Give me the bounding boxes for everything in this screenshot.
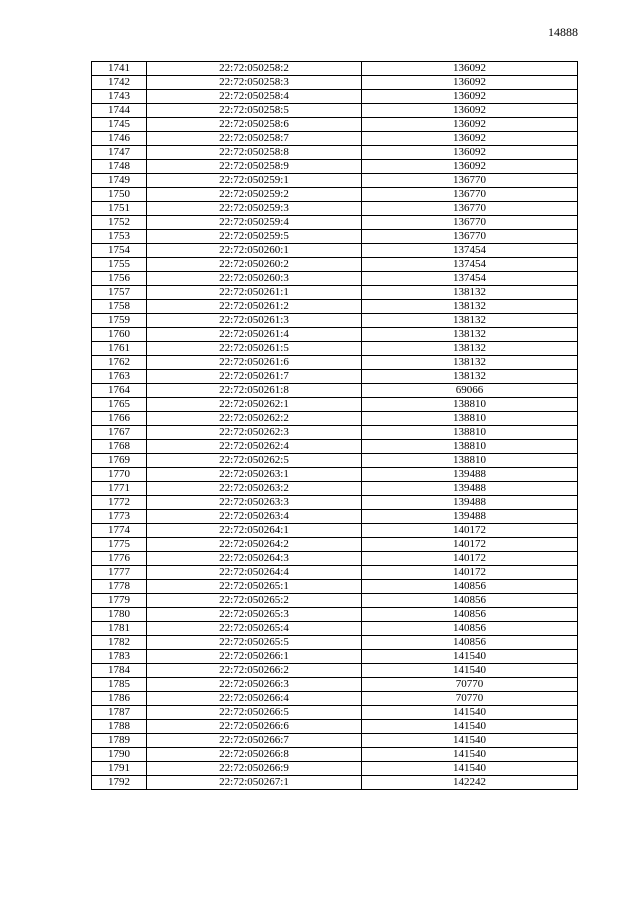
cadastral-number-cell: 22:72:050261:1: [147, 286, 362, 300]
cadastral-number-cell: 22:72:050258:2: [147, 62, 362, 76]
value-cell: 140172: [362, 552, 578, 566]
table-row: [92, 146, 578, 160]
row-number-cell: 1762: [92, 356, 147, 370]
row-number-cell: 1776: [92, 552, 147, 566]
table-row: [92, 76, 578, 90]
cadastral-number-cell: 22:72:050266:8: [147, 748, 362, 762]
cadastral-number-cell: 22:72:050262:3: [147, 426, 362, 440]
table-row: [92, 426, 578, 440]
value-cell: 138810: [362, 398, 578, 412]
cadastral-number-cell: 22:72:050264:1: [147, 524, 362, 538]
value-cell: 141540: [362, 748, 578, 762]
table-row: [92, 608, 578, 622]
row-number-cell: 1744: [92, 104, 147, 118]
row-number-cell: 1761: [92, 342, 147, 356]
cadastral-number-cell: 22:72:050261:6: [147, 356, 362, 370]
cadastral-number-cell: 22:72:050265:1: [147, 580, 362, 594]
table-row: [92, 342, 578, 356]
value-cell: 140856: [362, 622, 578, 636]
cadastral-number-cell: 22:72:050258:9: [147, 160, 362, 174]
cadastral-number-cell: 22:72:050267:1: [147, 776, 362, 790]
row-number-cell: 1792: [92, 776, 147, 790]
table-row: [92, 594, 578, 608]
cadastral-number-cell: 22:72:050266:1: [147, 650, 362, 664]
cadastral-number-cell: 22:72:050260:3: [147, 272, 362, 286]
value-cell: 136092: [362, 62, 578, 76]
cadastral-number-cell: 22:72:050263:2: [147, 482, 362, 496]
page-number: 14888: [548, 25, 578, 39]
value-cell: 136092: [362, 118, 578, 132]
row-number-cell: 1758: [92, 300, 147, 314]
table-row: [92, 230, 578, 244]
table-row: [92, 440, 578, 454]
cadastral-number-cell: 22:72:050266:2: [147, 664, 362, 678]
cadastral-number-cell: 22:72:050266:6: [147, 720, 362, 734]
value-cell: 138132: [362, 286, 578, 300]
value-cell: 139488: [362, 510, 578, 524]
value-cell: 138132: [362, 356, 578, 370]
cadastral-number-cell: 22:72:050259:4: [147, 216, 362, 230]
cadastral-number-cell: 22:72:050259:3: [147, 202, 362, 216]
cadastral-number-cell: 22:72:050262:4: [147, 440, 362, 454]
cadastral-number-cell: 22:72:050258:8: [147, 146, 362, 160]
cadastral-number-cell: 22:72:050261:8: [147, 384, 362, 398]
row-number-cell: 1746: [92, 132, 147, 146]
row-number-cell: 1754: [92, 244, 147, 258]
cadastral-number-cell: 22:72:050259:1: [147, 174, 362, 188]
row-number-cell: 1778: [92, 580, 147, 594]
cadastral-number-cell: 22:72:050264:4: [147, 566, 362, 580]
table-row: [92, 748, 578, 762]
row-number-cell: 1760: [92, 328, 147, 342]
value-cell: 140172: [362, 524, 578, 538]
cadastral-number-cell: 22:72:050266:5: [147, 706, 362, 720]
value-cell: 140172: [362, 538, 578, 552]
value-cell: 140856: [362, 594, 578, 608]
row-number-cell: 1783: [92, 650, 147, 664]
value-cell: 138132: [362, 314, 578, 328]
table-row: [92, 300, 578, 314]
value-cell: 138132: [362, 300, 578, 314]
cadastral-number-cell: 22:72:050262:5: [147, 454, 362, 468]
value-cell: 141540: [362, 734, 578, 748]
value-cell: 138132: [362, 342, 578, 356]
row-number-cell: 1789: [92, 734, 147, 748]
cadastral-number-cell: 22:72:050265:4: [147, 622, 362, 636]
row-number-cell: 1752: [92, 216, 147, 230]
row-number-cell: 1753: [92, 230, 147, 244]
row-number-cell: 1787: [92, 706, 147, 720]
row-number-cell: 1742: [92, 76, 147, 90]
value-cell: 141540: [362, 706, 578, 720]
cadastral-number-cell: 22:72:050259:5: [147, 230, 362, 244]
row-number-cell: 1782: [92, 636, 147, 650]
value-cell: 69066: [362, 384, 578, 398]
cadastral-number-cell: 22:72:050263:1: [147, 468, 362, 482]
row-number-cell: 1763: [92, 370, 147, 384]
value-cell: 139488: [362, 468, 578, 482]
value-cell: 142242: [362, 776, 578, 790]
value-cell: 137454: [362, 244, 578, 258]
row-number-cell: 1765: [92, 398, 147, 412]
cadastral-number-cell: 22:72:050265:3: [147, 608, 362, 622]
cadastral-number-cell: 22:72:050265:2: [147, 594, 362, 608]
value-cell: 140856: [362, 636, 578, 650]
value-cell: 136092: [362, 76, 578, 90]
table-row: [92, 454, 578, 468]
cadastral-number-cell: 22:72:050261:3: [147, 314, 362, 328]
cadastral-table: [91, 61, 578, 790]
cadastral-number-cell: 22:72:050266:9: [147, 762, 362, 776]
table-row: [92, 692, 578, 706]
table-row: [92, 468, 578, 482]
cadastral-number-cell: 22:72:050266:3: [147, 678, 362, 692]
table-row: [92, 314, 578, 328]
table-row: [92, 762, 578, 776]
value-cell: 137454: [362, 258, 578, 272]
cadastral-number-cell: 22:72:050261:4: [147, 328, 362, 342]
table-row: [92, 216, 578, 230]
value-cell: 140856: [362, 608, 578, 622]
cadastral-number-cell: 22:72:050261:5: [147, 342, 362, 356]
value-cell: 136770: [362, 230, 578, 244]
table-row: [92, 202, 578, 216]
value-cell: 138810: [362, 440, 578, 454]
cadastral-number-cell: 22:72:050258:7: [147, 132, 362, 146]
cadastral-number-cell: 22:72:050261:2: [147, 300, 362, 314]
cadastral-number-cell: 22:72:050258:6: [147, 118, 362, 132]
value-cell: 137454: [362, 272, 578, 286]
value-cell: 136092: [362, 104, 578, 118]
value-cell: 141540: [362, 650, 578, 664]
table-row: [92, 706, 578, 720]
table-row: [92, 566, 578, 580]
table-row: [92, 90, 578, 104]
cadastral-number-cell: 22:72:050262:1: [147, 398, 362, 412]
row-number-cell: 1769: [92, 454, 147, 468]
value-cell: 138810: [362, 426, 578, 440]
cadastral-number-cell: 22:72:050260:2: [147, 258, 362, 272]
row-number-cell: 1791: [92, 762, 147, 776]
row-number-cell: 1764: [92, 384, 147, 398]
table-body: [92, 62, 578, 790]
table-row: [92, 776, 578, 790]
row-number-cell: 1741: [92, 62, 147, 76]
cadastral-number-cell: 22:72:050266:4: [147, 692, 362, 706]
value-cell: 136092: [362, 160, 578, 174]
row-number-cell: 1768: [92, 440, 147, 454]
row-number-cell: 1784: [92, 664, 147, 678]
row-number-cell: 1773: [92, 510, 147, 524]
table-row: [92, 496, 578, 510]
cadastral-number-cell: 22:72:050263:3: [147, 496, 362, 510]
table-row: [92, 286, 578, 300]
table-row: [92, 650, 578, 664]
row-number-cell: 1745: [92, 118, 147, 132]
value-cell: 139488: [362, 496, 578, 510]
row-number-cell: 1743: [92, 90, 147, 104]
cadastral-number-cell: 22:72:050258:3: [147, 76, 362, 90]
table-row: [92, 524, 578, 538]
row-number-cell: 1786: [92, 692, 147, 706]
table-row: [92, 258, 578, 272]
row-number-cell: 1777: [92, 566, 147, 580]
table-row: [92, 132, 578, 146]
row-number-cell: 1788: [92, 720, 147, 734]
row-number-cell: 1771: [92, 482, 147, 496]
row-number-cell: 1766: [92, 412, 147, 426]
table-row: [92, 118, 578, 132]
value-cell: 136092: [362, 90, 578, 104]
value-cell: 136770: [362, 174, 578, 188]
value-cell: 140856: [362, 580, 578, 594]
table-row: [92, 720, 578, 734]
value-cell: 138810: [362, 412, 578, 426]
table-row: [92, 482, 578, 496]
value-cell: 136770: [362, 216, 578, 230]
row-number-cell: 1748: [92, 160, 147, 174]
cadastral-number-cell: 22:72:050262:2: [147, 412, 362, 426]
value-cell: 139488: [362, 482, 578, 496]
value-cell: 138810: [362, 454, 578, 468]
cadastral-number-cell: 22:72:050258:4: [147, 90, 362, 104]
table-row: [92, 174, 578, 188]
row-number-cell: 1755: [92, 258, 147, 272]
table-row: [92, 328, 578, 342]
row-number-cell: 1774: [92, 524, 147, 538]
row-number-cell: 1759: [92, 314, 147, 328]
table-row: [92, 580, 578, 594]
table-row: [92, 188, 578, 202]
row-number-cell: 1757: [92, 286, 147, 300]
table-row: [92, 370, 578, 384]
cadastral-number-cell: 22:72:050259:2: [147, 188, 362, 202]
row-number-cell: 1747: [92, 146, 147, 160]
table-row: [92, 552, 578, 566]
table-row: [92, 160, 578, 174]
row-number-cell: 1751: [92, 202, 147, 216]
row-number-cell: 1772: [92, 496, 147, 510]
table-row: [92, 398, 578, 412]
row-number-cell: 1779: [92, 594, 147, 608]
table-row: [92, 62, 578, 76]
cadastral-number-cell: 22:72:050264:3: [147, 552, 362, 566]
row-number-cell: 1781: [92, 622, 147, 636]
value-cell: 140172: [362, 566, 578, 580]
row-number-cell: 1785: [92, 678, 147, 692]
cadastral-number-cell: 22:72:050264:2: [147, 538, 362, 552]
table-row: [92, 678, 578, 692]
table-row: [92, 734, 578, 748]
value-cell: 136770: [362, 188, 578, 202]
table-row: [92, 272, 578, 286]
row-number-cell: 1780: [92, 608, 147, 622]
table-row: [92, 510, 578, 524]
row-number-cell: 1790: [92, 748, 147, 762]
value-cell: 136092: [362, 132, 578, 146]
cadastral-number-cell: 22:72:050266:7: [147, 734, 362, 748]
row-number-cell: 1756: [92, 272, 147, 286]
row-number-cell: 1749: [92, 174, 147, 188]
row-number-cell: 1750: [92, 188, 147, 202]
table-row: [92, 412, 578, 426]
value-cell: 70770: [362, 692, 578, 706]
cadastral-number-cell: 22:72:050258:5: [147, 104, 362, 118]
cadastral-number-cell: 22:72:050265:5: [147, 636, 362, 650]
table-row: [92, 538, 578, 552]
row-number-cell: 1775: [92, 538, 147, 552]
table-row: [92, 244, 578, 258]
table-row: [92, 104, 578, 118]
row-number-cell: 1770: [92, 468, 147, 482]
table-row: [92, 636, 578, 650]
cadastral-number-cell: 22:72:050263:4: [147, 510, 362, 524]
value-cell: 141540: [362, 720, 578, 734]
table-row: [92, 384, 578, 398]
value-cell: 138132: [362, 370, 578, 384]
value-cell: 138132: [362, 328, 578, 342]
table-row: [92, 664, 578, 678]
cadastral-number-cell: 22:72:050261:7: [147, 370, 362, 384]
value-cell: 141540: [362, 762, 578, 776]
table-row: [92, 622, 578, 636]
cadastral-number-cell: 22:72:050260:1: [147, 244, 362, 258]
table-row: [92, 356, 578, 370]
value-cell: 136770: [362, 202, 578, 216]
value-cell: 70770: [362, 678, 578, 692]
value-cell: 141540: [362, 664, 578, 678]
row-number-cell: 1767: [92, 426, 147, 440]
value-cell: 136092: [362, 146, 578, 160]
